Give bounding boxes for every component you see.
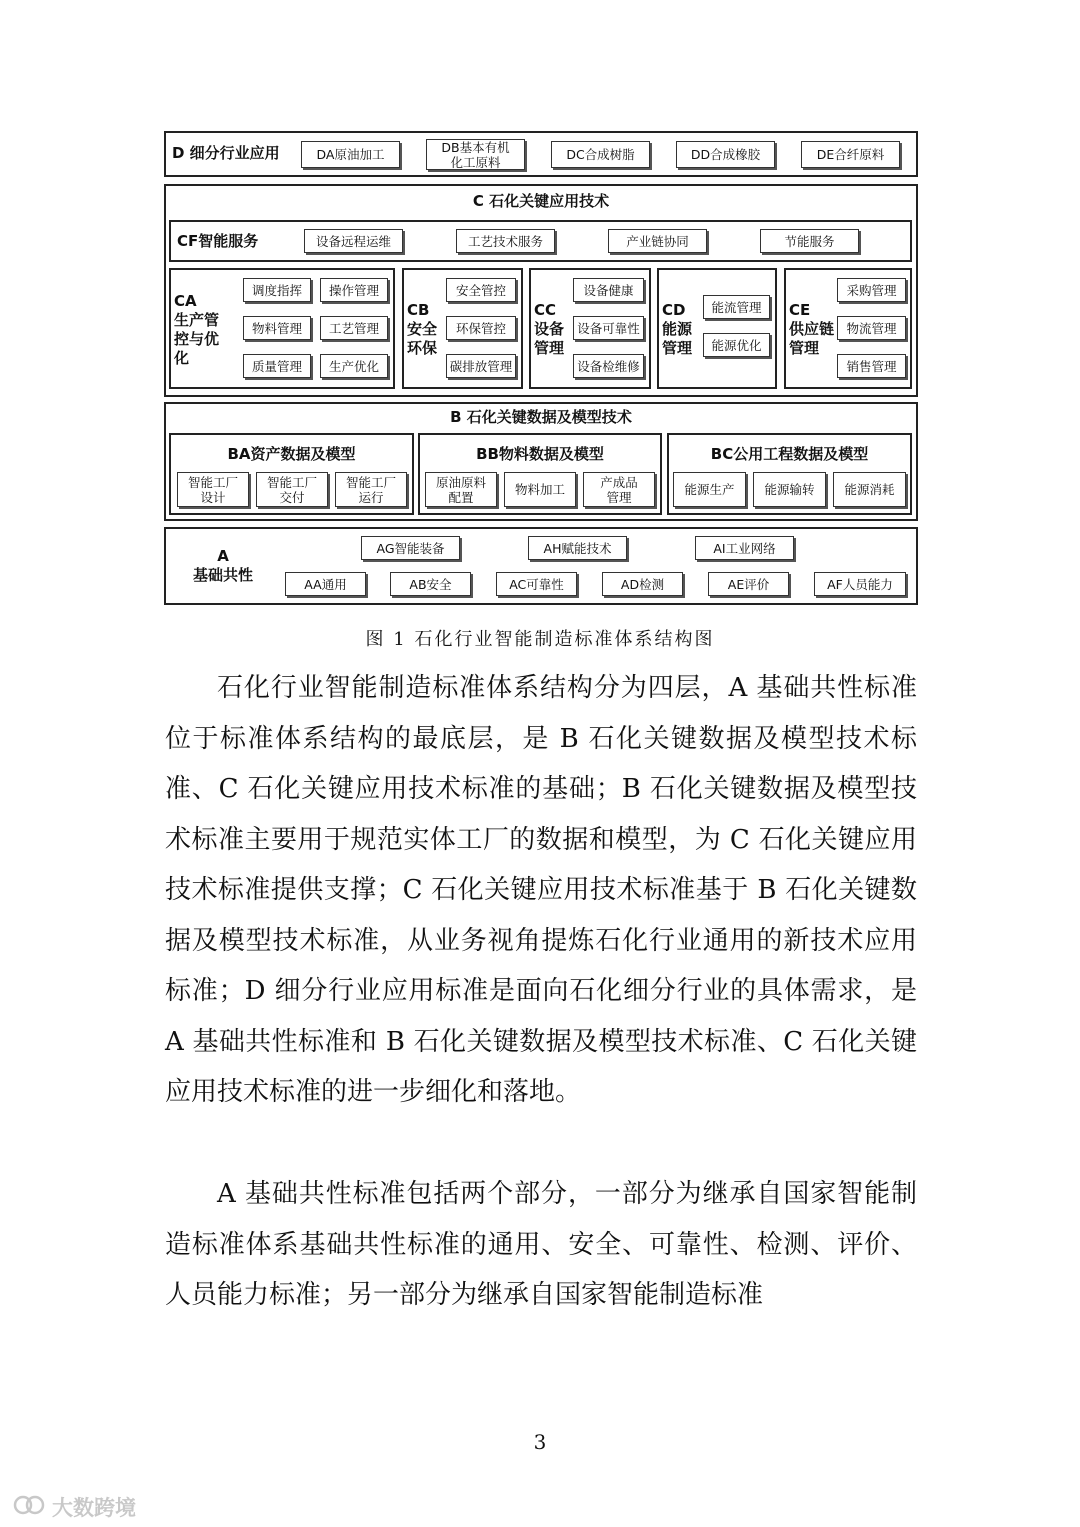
a-item-ac: AC可靠性 (496, 572, 577, 596)
d-item-dd: DD合成橡胶 (676, 141, 775, 168)
cc-title: CC 设备 管理 (534, 301, 565, 357)
cb-title: CB 安全 环保 (407, 301, 438, 357)
cc-item-reliability: 设备可靠性 (573, 316, 644, 340)
figure-caption: 图 1 石化行业智能制造标准体系结构图 (365, 629, 715, 650)
ba-title: BA资产数据及模型 (227, 445, 356, 463)
a-item-ag: AG智能装备 (361, 536, 460, 560)
d-item-dc: DC合成树脂 (551, 141, 650, 168)
ca-item-process: 工艺管理 (320, 316, 388, 340)
a-item-ab: AB安全 (390, 572, 471, 596)
watermark (12, 1492, 136, 1522)
a-item-aa: AA通用 (285, 572, 366, 596)
cb-item-carbon: 碳排放管理 (446, 354, 516, 378)
ce-item-logistics: 物流管理 (837, 316, 906, 340)
ba-item-operation: 智能工厂 运行 (335, 472, 407, 507)
cf-item-remote-maintenance: 设备远程运维 (304, 229, 403, 253)
page-number: 3 (533, 1430, 547, 1454)
cd-title: CD 能源 管理 (662, 301, 693, 357)
ce-item-procurement: 采购管理 (837, 278, 906, 302)
d-item-de: DE合纤原料 (801, 141, 900, 168)
layer-b-title: B 石化关键数据及模型技术 (450, 408, 632, 426)
bb-item-crude-config: 原油原料 配置 (425, 472, 497, 507)
ce-item-sales: 销售管理 (837, 354, 906, 378)
bb-item-product: 产成品 管理 (583, 472, 655, 507)
cf-item-chain-collaboration: 产业链协同 (608, 229, 707, 253)
cf-item-energy-saving: 节能服务 (760, 229, 859, 253)
cc-item-maintenance: 设备检维修 (573, 354, 644, 378)
bb-title: BB物料数据及模型 (476, 445, 604, 463)
bb-item-processing: 物料加工 (504, 472, 576, 507)
paragraph-2: A 基础共性标准包括两个部分，一部分为继承自国家智能制造标准体系基础共性标准的通用、安全、可靠性、检测、评价、人员能力标准；另一部分为继承自国家智能制造标准 (165, 1179, 917, 1310)
cf-item-process-service: 工艺技术服务 (456, 229, 555, 253)
bc-title: BC公用工程数据及模型 (710, 445, 869, 463)
ca-item-material: 物料管理 (243, 316, 311, 340)
cf-title: CF智能服务 (177, 232, 259, 250)
ca-item-operation: 操作管理 (320, 278, 388, 302)
cd-item-energy-optimization: 能源优化 (703, 333, 770, 357)
ba-item-design: 智能工厂 设计 (177, 472, 249, 507)
watermark-logo-icon (12, 1494, 46, 1521)
cb-item-safety: 安全管控 (446, 278, 516, 302)
paragraph-1: 石化行业智能制造标准体系结构分为四层，A 基础共性标准位于标准体系结构的最底层，是 B 石化关键数据及模型技术标准、C 石化关键应用技术标准的基础；B 石化关键数据及模型技术标准主要用于规范实体工厂的数据和模型，为 C 石化关键应用技术标准提供支撑；C 石化关键应用技术标准基于 B 石化关键数据及模型技术标准，从业务视角提炼石化行业通用的新技术应用标准；D 细分行业应用标准是面向石化细分行业的具体需求，是 A 基础共性标准和 B 石化关键数据及模型技术标准、C 石化关键应用技术标准的进一步细化和落地。 (165, 673, 917, 1107)
ce-title: CE 供应链 管理 (789, 301, 835, 357)
a-item-ad: AD检测 (602, 572, 683, 596)
watermark-text: 大数跨境 (52, 1496, 136, 1520)
ca-item-optimization: 生产优化 (320, 354, 388, 378)
d-item-db: DB基本有机 化工原料 (426, 139, 525, 170)
ca-item-dispatch: 调度指挥 (243, 278, 311, 302)
bc-item-transmission: 能源输转 (753, 472, 826, 507)
ca-item-quality: 质量管理 (243, 354, 311, 378)
layer-c-title: C 石化关键应用技术 (472, 192, 610, 210)
a-item-ai: AI工业网络 (695, 536, 794, 560)
layer-d-title: D 细分行业应用 (172, 144, 280, 162)
ba-item-delivery: 智能工厂 交付 (256, 472, 328, 507)
bc-item-production: 能源生产 (673, 472, 746, 507)
d-item-da: DA原油加工 (301, 141, 400, 168)
a-item-ae: AE评价 (708, 572, 789, 596)
layer-a-title: A 基础共性 (192, 547, 253, 584)
cd-item-energy-flow: 能流管理 (703, 295, 770, 319)
a-item-af: AF人员能力 (814, 572, 906, 596)
ca-title: CA 生产管 控与优 化 (174, 292, 220, 367)
a-item-ah: AH赋能技术 (528, 536, 627, 560)
bc-item-consumption: 能源消耗 (833, 472, 906, 507)
cb-item-environment: 环保管控 (446, 316, 516, 340)
cc-item-health: 设备健康 (573, 278, 644, 302)
